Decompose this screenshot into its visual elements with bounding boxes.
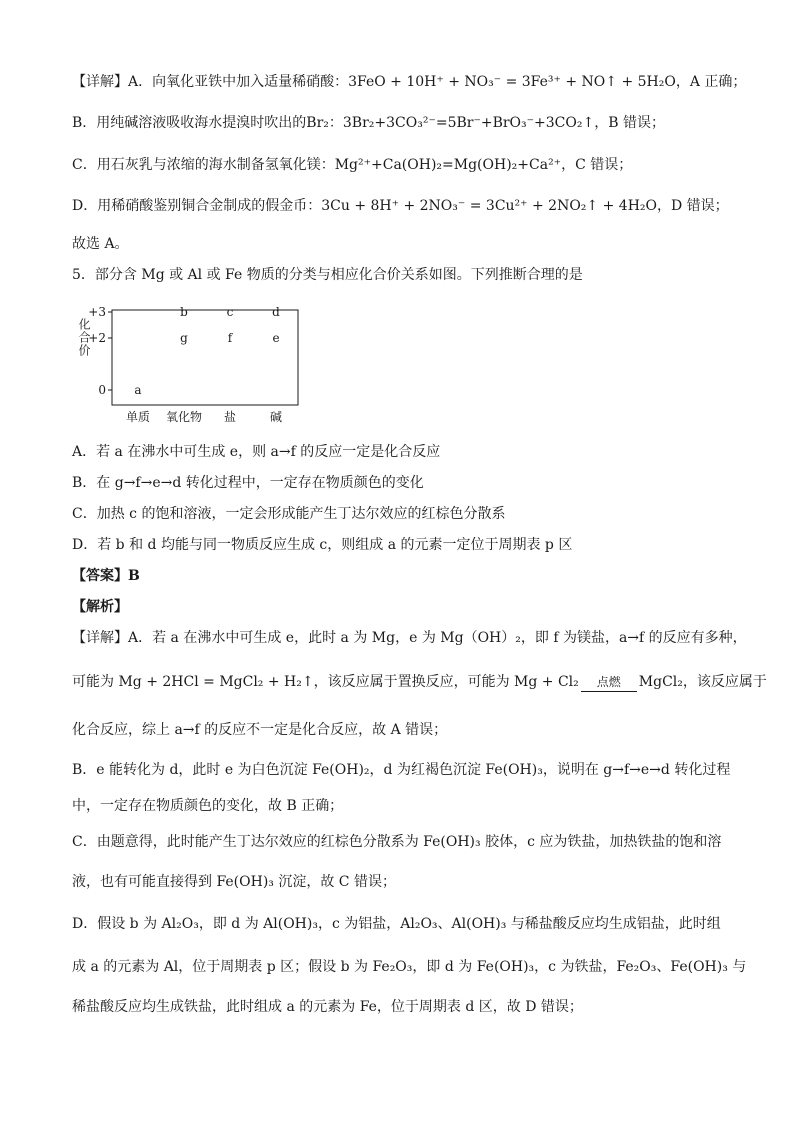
explain2-line-5: 中，一定存在物质颜色的变化，故 B 正确； bbox=[72, 798, 344, 814]
l1-suffix: ，A 正确； bbox=[675, 74, 747, 90]
l2-suffix: ，B 错误； bbox=[594, 115, 665, 131]
question-5: 5．部分含 Mg 或 Al 或 Fe 物质的分类与相应化合价关系如图。下列推断合理的是 bbox=[72, 267, 583, 283]
option-c: C．加热 c 的饱和溶液，一定会形成能产生丁达尔效应的红棕色分散系 bbox=[72, 506, 506, 522]
l4-prefix: D．用稀硝酸鉴别铜合金制成的假金币： bbox=[72, 198, 322, 214]
choose-a-line: 故选 A。 bbox=[72, 236, 129, 252]
explain2-line-7: 液，也有可能直接得到 Fe(OH)₃ 沉淀，故 C 错误； bbox=[72, 874, 396, 890]
explain2-line-3: 化合反应，综上 a→f 的反应不一定是化合反应，故 A 错误； bbox=[72, 722, 448, 738]
point-label-f: f bbox=[227, 331, 233, 345]
l1-prefix: 【详解】A．向氧化亚铁中加入适量稀硝酸： bbox=[72, 74, 349, 90]
l4-equation: 3Cu + 8H⁺ + 2NO₃⁻ = 3Cu²⁺ + 2NO₂↑ + 4H₂O bbox=[321, 198, 657, 214]
point-label-c: c bbox=[226, 305, 234, 319]
x-tick-label: 碱 bbox=[269, 410, 283, 424]
explain-line-d bbox=[72, 196, 729, 216]
y-tick-label: +3 bbox=[88, 305, 106, 319]
explain2-line-9: 成 a 的元素为 Al，位于周期表 p 区；假设 b 为 Fe₂O₃，即 d 为 Fe(OH)₃，c 为铁盐，Fe₂O₃、Fe(OH)₃ 与 bbox=[72, 959, 747, 975]
ignition-condition bbox=[581, 675, 637, 692]
point-label-e: e bbox=[272, 331, 280, 345]
x-tick-label: 单质 bbox=[125, 410, 151, 424]
answer-label: 【答案】B bbox=[72, 568, 140, 584]
y-tick-label: +2 bbox=[88, 331, 106, 345]
option-a: A．若 a 在沸水中可生成 e，则 a→f 的反应一定是化合反应 bbox=[72, 444, 441, 460]
explain2-line-4: B．e 能转化为 d，此时 e 为白色沉淀 Fe(OH)₂，d 为红褐色沉淀 Fe(OH)₃，说明在 g→f→e→d 转化过程 bbox=[72, 762, 731, 778]
explain-line-c bbox=[72, 155, 632, 175]
l3-prefix: C．用石灰乳与浓缩的海水制备氢氧化镁： bbox=[72, 157, 335, 173]
equals-bar bbox=[581, 691, 637, 692]
explain2-line-1: 【详解】A．若 a 在沸水中可生成 e，此时 a 为 Mg，e 为 Mg（OH）₂，即 f 为镁盐，a→f 的反应有多种， bbox=[72, 630, 747, 646]
explain2-line-10: 稀盐酸反应均生成铁盐，此时组成 a 的元素为 Fe，位于周期表 d 区，故 D 错误； bbox=[72, 999, 583, 1015]
l3-suffix: ，C 错误； bbox=[561, 157, 633, 173]
analysis-label: 【解析】 bbox=[72, 599, 128, 615]
l1-equation: 3FeO + 10H⁺ + NO₃⁻ = 3Fe³⁺ + NO↑ + 5H₂O bbox=[348, 74, 676, 90]
explain2-line-6: C．由题意得，此时能产生丁达尔效应的红棕色分散系为 Fe(OH)₃ 胶体，c 应为铁盐，加热铁盐的饱和溶 bbox=[72, 834, 722, 850]
ignition-label: 点燃 bbox=[596, 675, 621, 689]
l2-prefix: B．用纯碱溶液吸收海水提溴时吹出的Br₂： bbox=[72, 115, 343, 131]
point-label-d: d bbox=[272, 305, 280, 319]
point-label-b: b bbox=[180, 305, 188, 319]
y-axis-label: 化合价 bbox=[77, 318, 91, 357]
explain-line-b bbox=[72, 113, 665, 133]
l3-equation: Mg²⁺+Ca(OH)₂=Mg(OH)₂+Ca²⁺ bbox=[334, 157, 562, 173]
point-label-a: a bbox=[134, 383, 142, 397]
l2-equation: 3Br₂+3CO₃²⁻=5Br⁻+BrO₃⁻+3CO₂↑ bbox=[342, 115, 595, 131]
e2-part-a: 可能为 Mg + 2HCl = MgCl₂ + H₂↑，该反应属于置换反应，可能为 Mg + Cl₂ bbox=[72, 674, 579, 690]
option-b: B．在 g→f→e→d 转化过程中，一定存在物质颜色的变化 bbox=[72, 475, 424, 491]
explain-line-a bbox=[72, 72, 746, 92]
explain2-line-2 bbox=[72, 672, 767, 692]
valence-chart bbox=[76, 300, 306, 430]
l4-suffix: ，D 错误； bbox=[657, 198, 729, 214]
e2-part-b: MgCl₂，该反应属于 bbox=[638, 674, 767, 690]
y-tick-label: 0 bbox=[98, 383, 106, 397]
point-label-g: g bbox=[180, 331, 188, 345]
x-tick-label: 氧化物 bbox=[165, 410, 203, 424]
x-tick-label: 盐 bbox=[223, 410, 237, 424]
option-d: D．若 b 和 d 均能与同一物质反应生成 c，则组成 a 的元素一定位于周期表 p 区 bbox=[72, 537, 573, 553]
explain2-line-8: D．假设 b 为 Al₂O₃，即 d 为 Al(OH)₃，c 为铝盐，Al₂O₃、Al(OH)₃ 与稀盐酸反应均生成铝盐，此时组 bbox=[72, 916, 721, 932]
